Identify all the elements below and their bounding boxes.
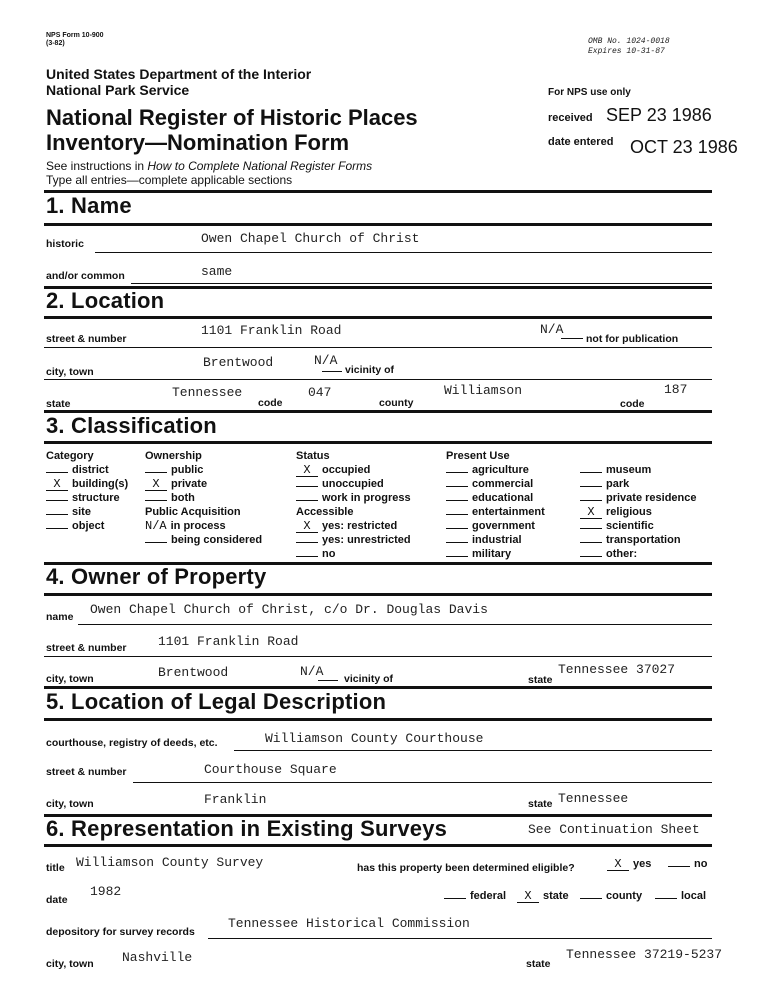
acquisition-title: Public Acquisition xyxy=(145,506,241,518)
field-line xyxy=(318,680,338,681)
ownership-public[interactable]: public xyxy=(145,463,262,477)
use-private-residence[interactable]: private residence xyxy=(580,491,697,505)
owner-city-label: city, town xyxy=(46,673,94,685)
category-buildings[interactable]: X building(s) xyxy=(46,477,128,491)
county-label: county xyxy=(379,397,414,409)
depository-label: depository for survey records xyxy=(46,926,195,938)
survey-title-value[interactable]: Williamson County Survey xyxy=(76,855,264,870)
field-line xyxy=(44,379,712,380)
legal-city-label: city, town xyxy=(46,798,94,810)
category-title: Category xyxy=(46,450,94,462)
use-educational[interactable]: educational xyxy=(446,491,545,505)
section-6-heading: 6. Representation in Existing Surveys xyxy=(46,816,448,841)
owner-street-label: street & number xyxy=(46,642,127,654)
state-label: state xyxy=(46,398,71,410)
legal-street-label: street & number xyxy=(46,766,127,778)
divider xyxy=(44,718,712,721)
field-line xyxy=(322,371,342,372)
present-use-column-2 xyxy=(580,463,697,561)
form-title-line2: Inventory—Nomination Form xyxy=(46,130,350,155)
section-4-heading: 4. Owner of Property xyxy=(46,564,267,589)
legal-city-value[interactable]: Franklin xyxy=(204,792,267,807)
status-occupied[interactable]: X occupied xyxy=(296,463,411,477)
use-entertainment[interactable]: entertainment xyxy=(446,505,545,519)
survey-local[interactable]: local xyxy=(655,890,706,902)
survey-federal[interactable]: federal xyxy=(444,890,506,902)
common-label: and/or common xyxy=(46,270,125,282)
survey-title-label: title xyxy=(46,862,65,874)
legal-street-value[interactable]: Courthouse Square xyxy=(204,762,337,777)
received-stamp: SEP 23 1986 xyxy=(606,105,712,125)
code2-value[interactable]: 187 xyxy=(664,382,688,397)
accessible-no[interactable]: no xyxy=(296,547,411,561)
section-2-heading: 2. Location xyxy=(46,288,165,313)
expiration: Expires 10-31-87 xyxy=(588,47,665,56)
owner-state-value[interactable]: Tennessee 37027 xyxy=(558,662,676,677)
field-line xyxy=(78,624,712,625)
use-park[interactable]: park xyxy=(580,477,697,491)
entered-label: date entered xyxy=(548,136,614,148)
category-object[interactable]: object xyxy=(46,519,128,533)
nfp-label: not for publication xyxy=(586,333,679,345)
owner-name-value[interactable]: Owen Chapel Church of Christ, c/o Dr. Douglas Davis xyxy=(90,602,488,617)
status-work-in-progress[interactable]: work in progress xyxy=(296,491,411,505)
survey-date-label: date xyxy=(46,894,68,906)
use-museum[interactable]: museum xyxy=(580,463,697,477)
nps-use-only: For NPS use only xyxy=(548,87,631,98)
survey-city-value[interactable]: Nashville xyxy=(122,950,193,965)
owner-vicinity-value[interactable]: N/A xyxy=(300,664,324,679)
use-transportation[interactable]: transportation xyxy=(580,533,697,547)
accessible-restricted[interactable]: X yes: restricted xyxy=(296,519,411,533)
city-value[interactable]: Brentwood xyxy=(203,355,274,370)
present-use-column-1 xyxy=(446,449,545,561)
section-1-heading: 1. Name xyxy=(46,193,132,218)
survey-county[interactable]: county xyxy=(580,890,642,902)
divider xyxy=(44,223,712,226)
divider xyxy=(44,593,712,596)
type-entries-note: Type all entries—complete applicable sections xyxy=(46,173,293,187)
form-number: NPS Form 10-900 xyxy=(46,32,104,39)
vicinity-value[interactable]: N/A xyxy=(314,353,338,368)
field-line xyxy=(133,782,712,783)
eligible-yes[interactable]: X yes xyxy=(607,858,651,871)
code2-label: code xyxy=(620,398,645,410)
category-column xyxy=(46,449,128,533)
legal-state-label: state xyxy=(528,798,553,810)
accessible-unrestricted[interactable]: yes: unrestricted xyxy=(296,533,411,547)
field-line xyxy=(44,347,712,348)
status-unoccupied[interactable]: unoccupied xyxy=(296,477,411,491)
survey-date-value[interactable]: 1982 xyxy=(90,884,122,899)
use-other[interactable]: other: xyxy=(580,547,697,561)
eligible-label: has this property been determined eligible? xyxy=(357,862,575,874)
street-value[interactable]: 1101 Franklin Road xyxy=(201,323,342,338)
county-value[interactable]: Williamson xyxy=(444,383,523,398)
ownership-title: Ownership xyxy=(145,450,202,462)
owner-vicinity-label: vicinity of xyxy=(344,673,394,685)
use-military[interactable]: military xyxy=(446,547,545,561)
form-title-line1: National Register of Historic Places xyxy=(46,105,418,130)
street-label: street & number xyxy=(46,333,127,345)
service: National Park Service xyxy=(46,82,190,98)
ownership-both[interactable]: both xyxy=(145,491,262,505)
historic-name[interactable]: Owen Chapel Church of Christ xyxy=(201,231,420,246)
section-5-heading: 5. Location of Legal Description xyxy=(46,689,387,714)
use-industrial[interactable]: industrial xyxy=(446,533,545,547)
instructions: See instructions in How to Complete National Register Forms xyxy=(46,159,373,173)
entered-stamp: OCT 23 1986 xyxy=(630,137,738,157)
field-line xyxy=(561,338,583,339)
accessible-title: Accessible xyxy=(296,506,354,518)
legal-state-value[interactable]: Tennessee xyxy=(558,791,629,806)
field-line xyxy=(131,283,712,284)
survey-state-label: state xyxy=(526,958,551,970)
owner-name-label: name xyxy=(46,611,74,623)
common-name[interactable]: same xyxy=(201,264,233,279)
divider xyxy=(44,190,712,193)
code-label: code xyxy=(258,397,283,409)
ownership-private[interactable]: X private xyxy=(145,477,262,491)
section-3-heading: 3. Classification xyxy=(46,413,217,438)
eligible-no[interactable]: no xyxy=(668,858,707,870)
use-religious[interactable]: X religious xyxy=(580,505,697,519)
status-title: Status xyxy=(296,450,330,462)
survey-city-label: city, town xyxy=(46,958,94,970)
use-commercial[interactable]: commercial xyxy=(446,477,545,491)
category-structure[interactable]: structure xyxy=(46,491,128,505)
status-column xyxy=(296,449,411,561)
vicinity-label: vicinity of xyxy=(345,364,395,376)
category-site[interactable]: site xyxy=(46,505,128,519)
field-line xyxy=(44,656,712,657)
present-use-title: Present Use xyxy=(446,450,510,462)
use-scientific[interactable]: scientific xyxy=(580,519,697,533)
courthouse-label: courthouse, registry of deeds, etc. xyxy=(46,737,218,749)
omb-number: OMB No. 1024-0018 xyxy=(588,37,670,46)
ownership-column xyxy=(145,449,262,547)
field-line xyxy=(208,938,712,939)
department: United States Department of the Interior xyxy=(46,66,312,82)
field-line xyxy=(95,252,712,253)
code-value[interactable]: 047 xyxy=(308,385,332,400)
historic-label: historic xyxy=(46,238,84,250)
depository-value[interactable]: Tennessee Historical Commission xyxy=(228,916,470,931)
divider xyxy=(44,844,712,847)
courthouse-value[interactable]: Williamson County Courthouse xyxy=(265,731,484,746)
use-agriculture[interactable]: agriculture xyxy=(446,463,545,477)
owner-street-value[interactable]: 1101 Franklin Road xyxy=(158,634,299,649)
state-value[interactable]: Tennessee xyxy=(172,385,243,400)
owner-state-label: state xyxy=(528,674,553,686)
city-label: city, town xyxy=(46,366,94,378)
acquisition-in-process[interactable]: N/A in process xyxy=(145,519,226,533)
survey-state-value[interactable]: Tennessee 37219-5237 xyxy=(566,947,723,962)
field-line xyxy=(234,750,712,751)
see-continuation-sheet: See Continuation Sheet xyxy=(528,822,700,837)
form-revision: (3-82) xyxy=(46,40,65,47)
acquisition-considered[interactable]: being considered xyxy=(145,533,262,547)
category-district[interactable]: district xyxy=(46,463,128,477)
divider xyxy=(44,316,712,319)
nfp-value[interactable]: N/A xyxy=(540,322,564,337)
survey-state[interactable]: X state xyxy=(517,890,569,903)
received-label: received xyxy=(548,112,593,124)
use-government[interactable]: government xyxy=(446,519,545,533)
owner-city-value[interactable]: Brentwood xyxy=(158,665,229,680)
divider xyxy=(44,441,712,444)
